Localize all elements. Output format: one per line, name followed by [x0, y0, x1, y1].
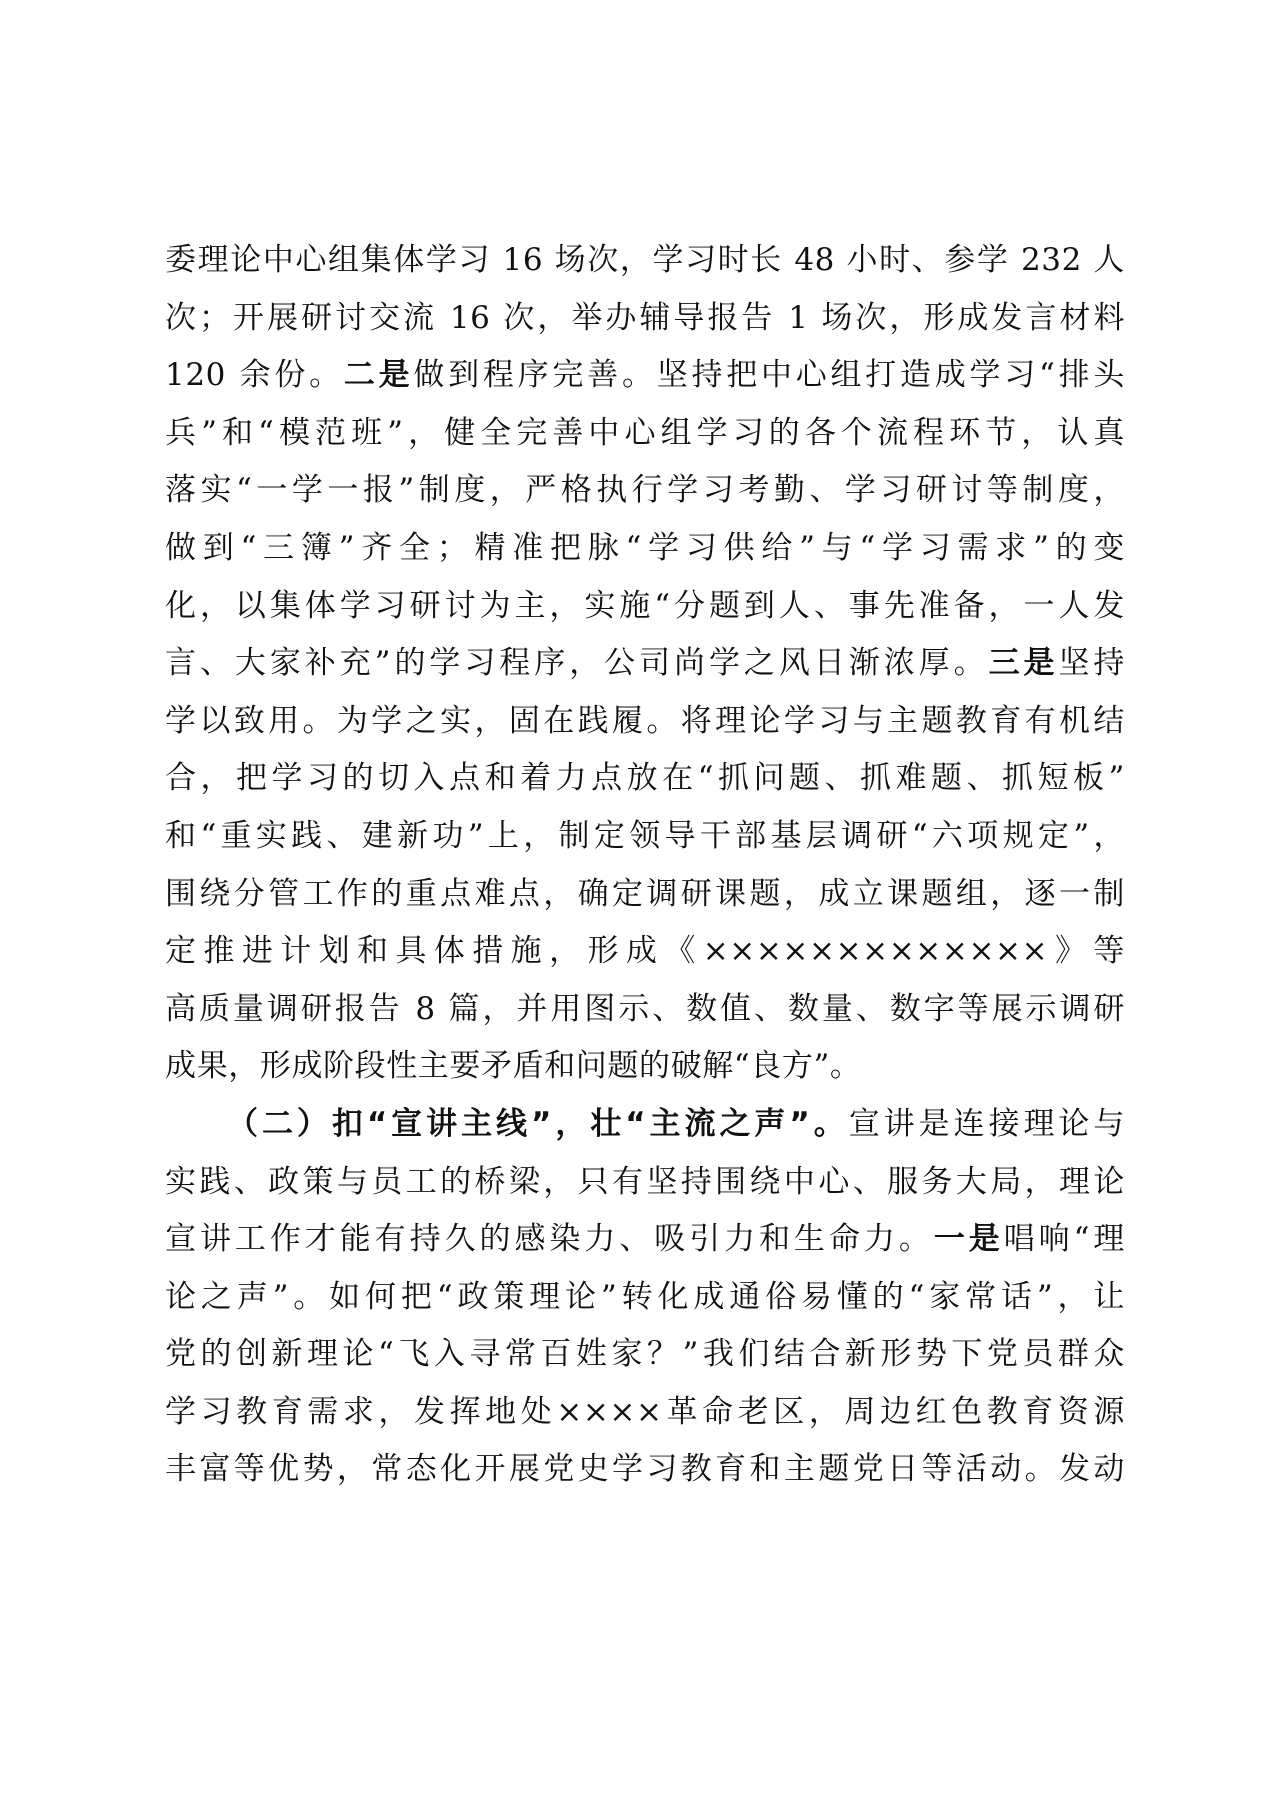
- text-line: [165, 808, 1125, 866]
- text-line: [165, 923, 1125, 981]
- text-line: [165, 981, 1125, 1039]
- text-segment: 化，以集体学习研讨为主，实施“分题到人、事先准备，一人发: [165, 587, 1125, 624]
- text-line: [165, 1038, 1125, 1096]
- text-segment: 落实“一学一报”制度，严格执行学习考勤、学习研讨等制度，: [165, 472, 1125, 509]
- text-segment: 宣讲工作才能有持久的感染力、吸引力和生命力。: [165, 1221, 934, 1258]
- text-line: [165, 290, 1125, 348]
- text-line: [165, 405, 1125, 463]
- text-segment: 委理论中心组集体学习 16 场次，学习时长 48 小时、参学 232 人: [165, 242, 1125, 278]
- text-line: [165, 232, 1125, 290]
- text-line: [165, 578, 1125, 636]
- text-segment: 党的创新理论“飞入寻常百姓家？”我们结合新形势下党员群众: [165, 1336, 1125, 1373]
- text-line: [165, 1211, 1125, 1269]
- text-segment: 坚持: [1058, 645, 1125, 682]
- text-segment: 做到程序完善。坚持把中心组打造成学习“排头: [413, 357, 1125, 394]
- text-segment: 围绕分管工作的重点难点，确定调研课题，成立课题组，逐一制: [165, 875, 1125, 912]
- text-segment: 宣讲是连接理论与: [848, 1105, 1125, 1142]
- text-line: [165, 520, 1125, 578]
- text-line: [165, 866, 1125, 924]
- text-segment: 言、大家补充”的学习程序，公司尚学之风日渐浓厚。: [165, 645, 989, 682]
- text-segment: 120 余份。: [165, 357, 344, 394]
- document-body: [165, 232, 1125, 1499]
- text-segment: 做到“三簿”齐全；精准把脉“学习供给”与“学习需求”的变: [165, 529, 1125, 566]
- text-line: [165, 693, 1125, 751]
- text-line: [165, 635, 1125, 693]
- text-segment: 学习教育需求，发挥地处××××革命老区，周边红色教育资源: [165, 1393, 1125, 1430]
- text-line: [165, 1384, 1125, 1442]
- text-segment: 和“重实践、建新功”上，制定领导干部基层调研“六项规定”，: [165, 817, 1125, 854]
- text-line: [165, 347, 1125, 405]
- text-line: [165, 1326, 1125, 1384]
- text-line: [165, 1441, 1125, 1499]
- text-segment: 丰富等优势，常态化开展党史学习教育和主题党日等活动。发动: [165, 1451, 1125, 1488]
- text-segment: 兵”和“模范班”，健全完善中心组学习的各个流程环节，认真: [165, 414, 1125, 451]
- text-segment: 合，把学习的切入点和着力点放在“抓问题、抓难题、抓短板”: [165, 760, 1125, 797]
- bold-text-segment: （二）扣“宣讲主线”，壮“主流之声”。: [227, 1105, 849, 1142]
- text-segment: 学以致用。为学之实，固在践履。将理论学习与主题教育有机结: [165, 702, 1125, 739]
- text-line: [165, 1096, 1125, 1154]
- text-line: [165, 1269, 1125, 1327]
- bold-text-segment: 二是: [343, 357, 414, 394]
- text-segment: 高质量调研报告 8 篇，并用图示、数值、数量、数字等展示调研: [165, 990, 1125, 1027]
- text-line: [165, 1154, 1125, 1212]
- text-line: [165, 750, 1125, 808]
- text-segment: 次；开展研讨交流 16 次，举办辅导报告 1 场次，形成发言材料: [165, 299, 1125, 336]
- text-line: [165, 462, 1125, 520]
- text-segment: 定推进计划和具体措施，形成《×××××××××××××》等: [165, 933, 1125, 970]
- bold-text-segment: 一是: [933, 1221, 1004, 1258]
- text-segment: 唱响“理: [1003, 1221, 1125, 1258]
- text-segment: 实践、政策与员工的桥梁，只有坚持围绕中心、服务大局，理论: [165, 1163, 1125, 1200]
- text-segment: 论之声”。如何把“政策理论”转化成通俗易懂的“家常话”，让: [165, 1278, 1125, 1315]
- text-segment: 成果，形成阶段性主要矛盾和问题的破解“良方”。: [165, 1048, 862, 1085]
- bold-text-segment: 三是: [988, 645, 1059, 682]
